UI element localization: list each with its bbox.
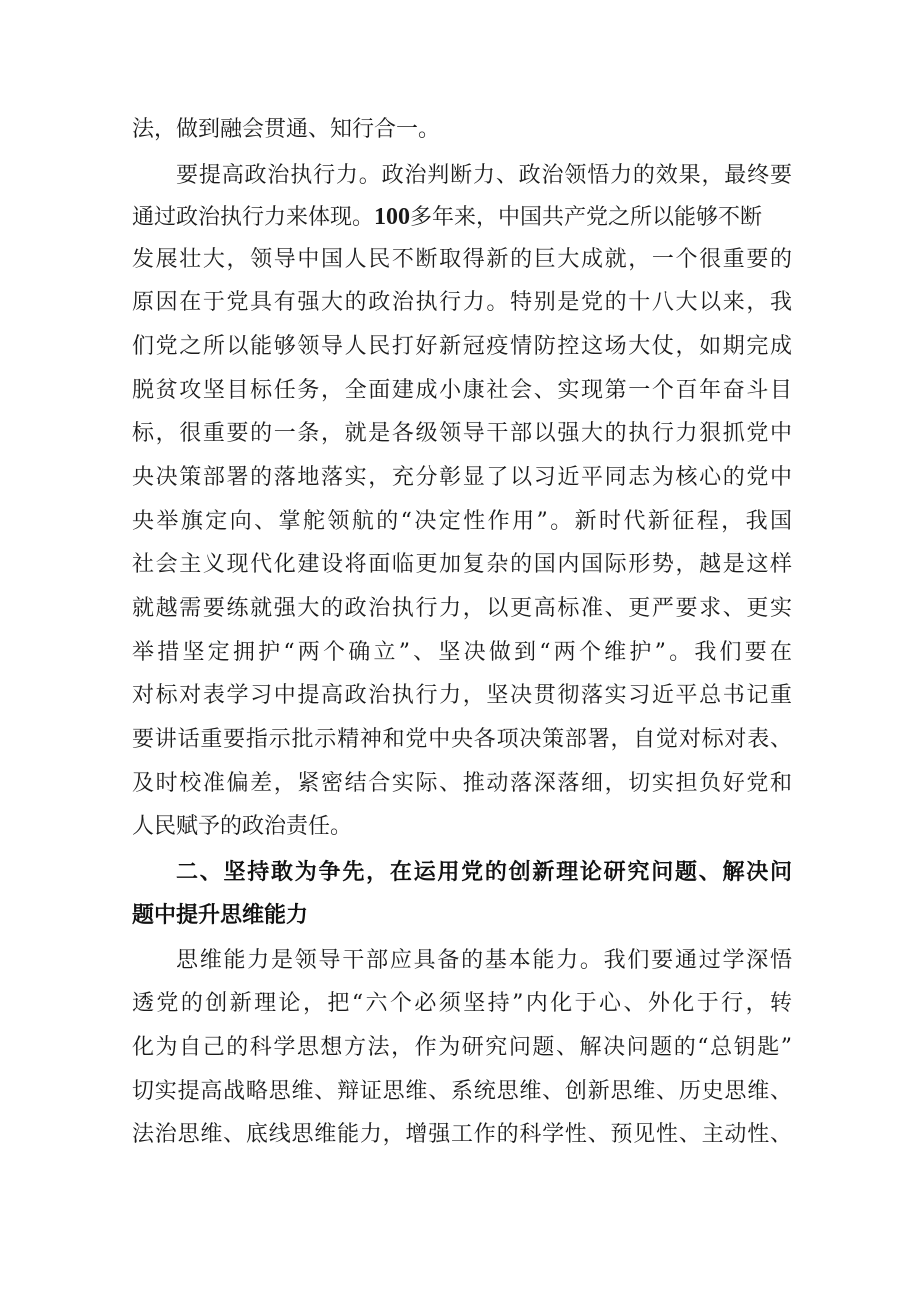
number-100: 100 [374, 204, 411, 230]
paragraph-line: 标，很重要的一条，就是各级领导干部以强大的执行力狠抓党中 [132, 421, 792, 446]
paragraph-line: 对标对表学习中提高政治执行力，坚决贯彻落实习近平总书记重 [132, 683, 792, 708]
paragraph-line: 要提高政治执行力。政治判断力、政治领悟力的效果，最终要 [176, 163, 792, 188]
paragraph-line: 化为自己的科学思想方法，作为研究问题、解决问题的“总钥匙” [132, 1035, 792, 1060]
paragraph-line: 发展壮大，领导中国人民不断取得新的巨大成就，一个很重要的 [132, 247, 792, 272]
line-segment: 通过政治执行力来体现。 [132, 205, 375, 230]
section-heading: 题中提升思维能力 [132, 903, 309, 928]
paragraph-line: 切实提高战略思维、辩证思维、系统思维、创新思维、历史思维、 [132, 1079, 792, 1104]
paragraph-line: 社会主义现代化建设将面临更加复杂的国内国际形势，越是这样 [132, 552, 792, 577]
paragraph-line: 们党之所以能够领导人民打好新冠疫情防控这场大仗，如期完成 [132, 334, 792, 359]
paragraph-line: 法，做到融会贯通、知行合一。 [132, 117, 441, 142]
section-heading: 二、坚持敢为争先，在运用党的创新理论研究问题、解决问 [176, 860, 792, 885]
paragraph-line: 及时校准偏差，紧密结合实际、推动落深落细，切实担负好党和 [132, 771, 792, 796]
paragraph-line: 法治思维、底线思维能力，增强工作的科学性、预见性、主动性、 [132, 1122, 792, 1147]
paragraph-line: 透党的创新理论，把“六个必须坚持”内化于心、外化于行，转 [132, 991, 792, 1016]
paragraph-line: 人民赋予的政治责任。 [132, 814, 353, 839]
paragraph-line: 举措坚定拥护“两个确立”、坚决做到“两个维护”。我们要在 [132, 640, 792, 665]
paragraph-line: 原因在于党具有强大的政治执行力。特别是党的十八大以来，我 [132, 290, 792, 315]
line-segment: 多年来，中国共产党之所以能够不断 [410, 205, 763, 230]
paragraph-line: 央举旗定向、掌舵领航的“决定性作用”。新时代新征程，我国 [132, 509, 792, 534]
document-body [132, 0, 792, 1301]
paragraph-line [132, 196, 762, 238]
paragraph-line: 就越需要练就强大的政治执行力，以更高标准、更严要求、更实 [132, 596, 792, 621]
paragraph-line: 脱贫攻坚目标任务，全面建成小康社会、实现第一个百年奋斗目 [132, 378, 792, 403]
paragraph-line: 思维能力是领导干部应具备的基本能力。我们要通过学深悟 [176, 948, 792, 973]
paragraph-line: 央决策部署的落地落实，充分彰显了以习近平同志为核心的党中 [132, 465, 792, 490]
paragraph-line: 要讲话重要指示批示精神和党中央各项决策部署，自觉对标对表、 [132, 727, 792, 752]
